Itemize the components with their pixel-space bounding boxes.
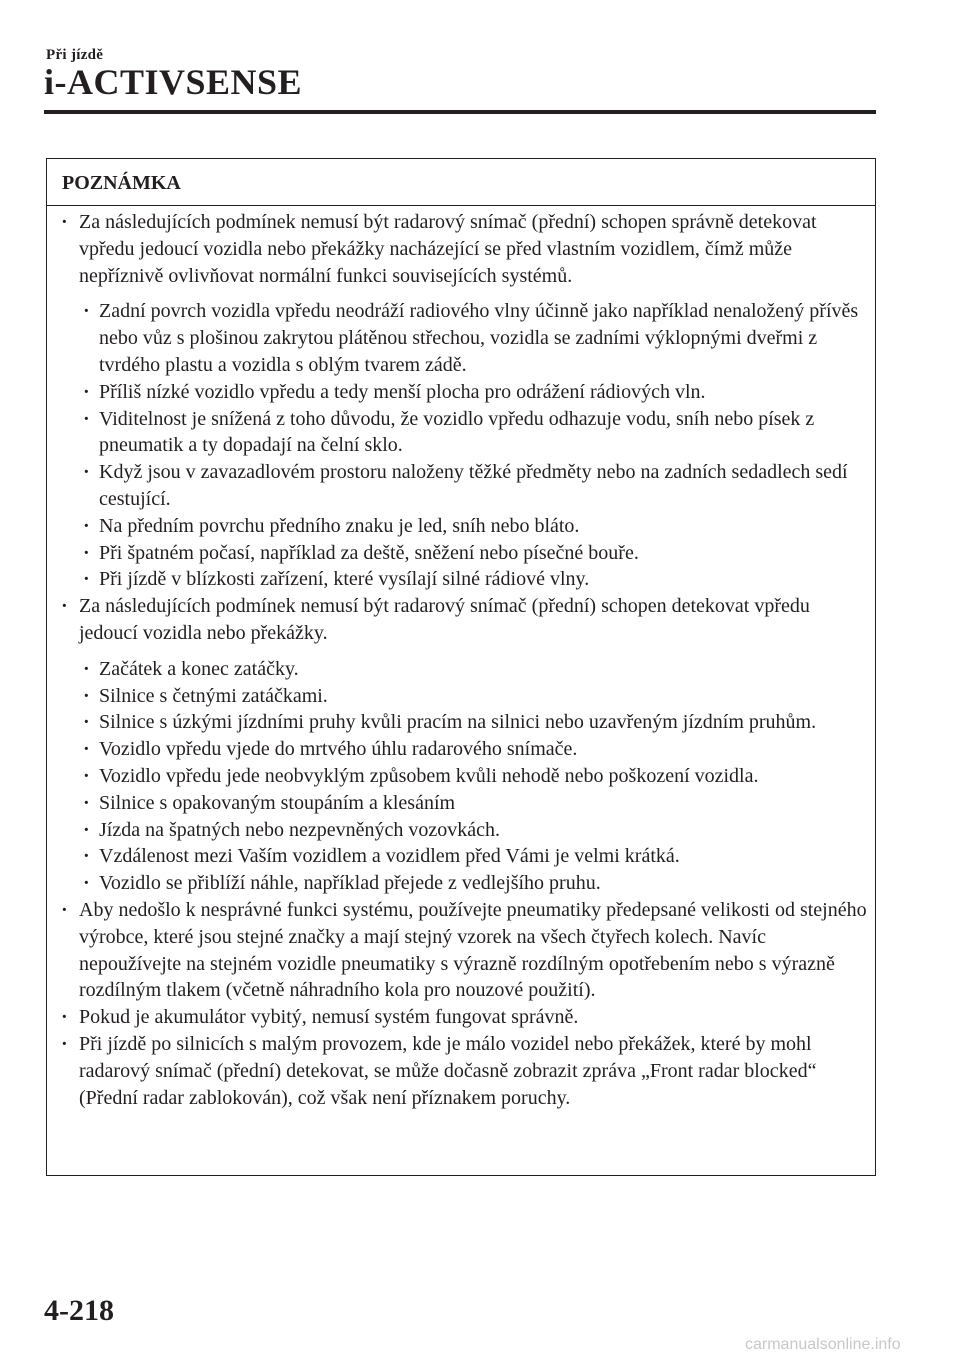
bullet-item bbox=[47, 1031, 875, 1111]
bullet-dot-icon: · bbox=[83, 872, 90, 895]
note-title: POZNÁMKA bbox=[47, 159, 875, 206]
bullet-text: Příliš nízké vozidlo vpředu a tedy menší plocha pro odrážení rádiových vln. bbox=[99, 380, 706, 403]
chapter-title: i-ACTIVSENSE bbox=[44, 62, 303, 102]
bullet-text: Když jsou v zavazadlovém prostoru naloženy těžké předměty nebo na zadních sedadlech sedí cestující. bbox=[99, 461, 848, 510]
sub-bullet-item bbox=[47, 790, 875, 817]
bullet-text: Pokud je akumulátor vybitý, nemusí systém fungovat správně. bbox=[79, 1006, 579, 1029]
bullet-dot-icon: · bbox=[83, 818, 90, 841]
page-number: 4-218 bbox=[44, 1294, 114, 1327]
bullet-dot-icon: · bbox=[61, 1032, 68, 1055]
sub-bullet-item bbox=[47, 683, 875, 710]
bullet-dot-icon: · bbox=[61, 1006, 68, 1029]
bullet-dot-icon: · bbox=[83, 738, 90, 761]
bullet-dot-icon: · bbox=[83, 684, 90, 707]
bullet-dot-icon: · bbox=[83, 300, 90, 323]
bullet-text: Vozidlo se přiblíží náhle, například přejede z vedlejšího pruhu. bbox=[99, 872, 601, 895]
bullet-gap bbox=[47, 647, 875, 656]
note-box bbox=[46, 158, 876, 1176]
bullet-dot-icon: · bbox=[61, 898, 68, 921]
bullet-dot-icon: · bbox=[83, 764, 90, 787]
sub-bullet-item bbox=[47, 817, 875, 844]
sub-bullet-item bbox=[47, 843, 875, 870]
sub-bullet-item bbox=[47, 298, 875, 378]
bullet-dot-icon: · bbox=[83, 461, 90, 484]
bullet-gap bbox=[47, 289, 875, 298]
bullet-text: Na předním povrchu předního znaku je led, sníh nebo bláto. bbox=[99, 514, 580, 537]
bullet-dot-icon: · bbox=[83, 541, 90, 564]
bullet-text: Silnice s opakovaným stoupáním a klesáním bbox=[99, 791, 456, 814]
bullet-text: Za následujících podmínek nemusí být radarový snímač (přední) schopen správně detekovat vpředu jedoucí vozidla nebo překážky nacházející se před vlastním vozidlem, čímž může nepříznivě ovlivňovat normální funkci souvisejících systémů. bbox=[79, 211, 817, 287]
sub-bullet-item bbox=[47, 763, 875, 790]
bullet-item bbox=[47, 593, 875, 647]
note-body bbox=[47, 206, 875, 1111]
sub-bullet-item bbox=[47, 709, 875, 736]
bullet-dot-icon: · bbox=[83, 514, 90, 537]
header-rule bbox=[44, 110, 876, 114]
bullet-text: Jízda na špatných nebo nezpevněných vozovkách. bbox=[99, 818, 500, 841]
bullet-item bbox=[47, 897, 875, 1004]
bullet-dot-icon: · bbox=[83, 845, 90, 868]
bullet-text: Za následujících podmínek nemusí být radarový snímač (přední) schopen detekovat vpředu jedoucí vozidla nebo překážky. bbox=[79, 595, 810, 644]
bullet-text: Při jízdě v blízkosti zařízení, které vysílají silné rádiové vlny. bbox=[99, 568, 590, 591]
bullet-item bbox=[47, 1004, 875, 1031]
bullet-dot-icon: · bbox=[61, 595, 68, 618]
bullet-item bbox=[47, 209, 875, 289]
bullet-dot-icon: · bbox=[61, 211, 68, 233]
sub-bullet-item bbox=[47, 736, 875, 763]
watermark: carmanualsonline.info bbox=[745, 1336, 901, 1353]
sub-bullet-item bbox=[47, 656, 875, 683]
bullet-text: Silnice s četnými zatáčkami. bbox=[99, 684, 328, 707]
bullet-dot-icon: · bbox=[83, 657, 90, 680]
sub-bullet-item bbox=[47, 566, 875, 593]
sub-bullet-item bbox=[47, 459, 875, 513]
bullet-text: Viditelnost je snížená z toho důvodu, že vozidlo vpředu odhazuje vodu, sníh nebo písek z pneumatik a ty dopadají na čelní sklo. bbox=[99, 407, 815, 457]
bullet-text: Začátek a konec zatáčky. bbox=[99, 657, 299, 680]
bullet-dot-icon: · bbox=[83, 380, 90, 403]
sub-bullet-item bbox=[47, 870, 875, 897]
bullet-dot-icon: · bbox=[83, 791, 90, 814]
bullet-dot-icon: · bbox=[83, 568, 90, 591]
bullet-text: Aby nedošlo k nesprávné funkci systému, používejte pneumatiky předepsané velikosti od stejného výrobce, které jsou stejné značky a mají stejný vzorek na všech čtyřech kolech. Navíc nepoužívejte na stejném vozidle pneumatiky s výrazně rozdílným opotřebením nebo s výrazně rozdílným tlakem (včetně náhradního kola pro nouzové použití). bbox=[79, 898, 867, 1002]
bullet-text: Silnice s úzkými jízdními pruhy kvůli pracím na silnici nebo uzavřeným jízdním pruhům. bbox=[99, 711, 817, 734]
sub-bullet-item bbox=[47, 513, 875, 540]
sub-bullet-item bbox=[47, 406, 875, 460]
sub-bullet-item bbox=[47, 379, 875, 406]
bullet-text: Vozidlo vpředu jede neobvyklým způsobem kvůli nehodě nebo poškození vozidla. bbox=[99, 764, 759, 787]
section-label: Při jízdě bbox=[46, 47, 104, 63]
bullet-text: Vozidlo vpředu vjede do mrtvého úhlu radarového snímače. bbox=[99, 738, 578, 761]
bullet-text: Vzdálenost mezi Vaším vozidlem a vozidlem před Vámi je velmi krátká. bbox=[99, 845, 680, 868]
bullet-text: Zadní povrch vozidla vpředu neodráží radiového vlny účinně jako například nenaložený přívěs nebo vůz s plošinou zakrytou plátěnou střechou, vozidla se zadními výklopnými dveřmi z tvrdého plastu a vozidla s oblým tvarem zádě. bbox=[99, 300, 859, 376]
bullet-dot-icon: · bbox=[83, 407, 90, 430]
sub-bullet-item bbox=[47, 540, 875, 567]
bullet-text: Při špatném počasí, například za deště, sněžení nebo písečné bouře. bbox=[99, 541, 639, 564]
bullet-dot-icon: · bbox=[83, 711, 90, 734]
bullet-text: Při jízdě po silnicích s malým provozem, kde je málo vozidel nebo překážek, které by mohl radarový snímač (přední) detekovat, se může dočasně zobrazit zpráva „Front radar blocked“ (Přední radar zablokován), což však není příznakem poruchy. bbox=[79, 1032, 817, 1109]
